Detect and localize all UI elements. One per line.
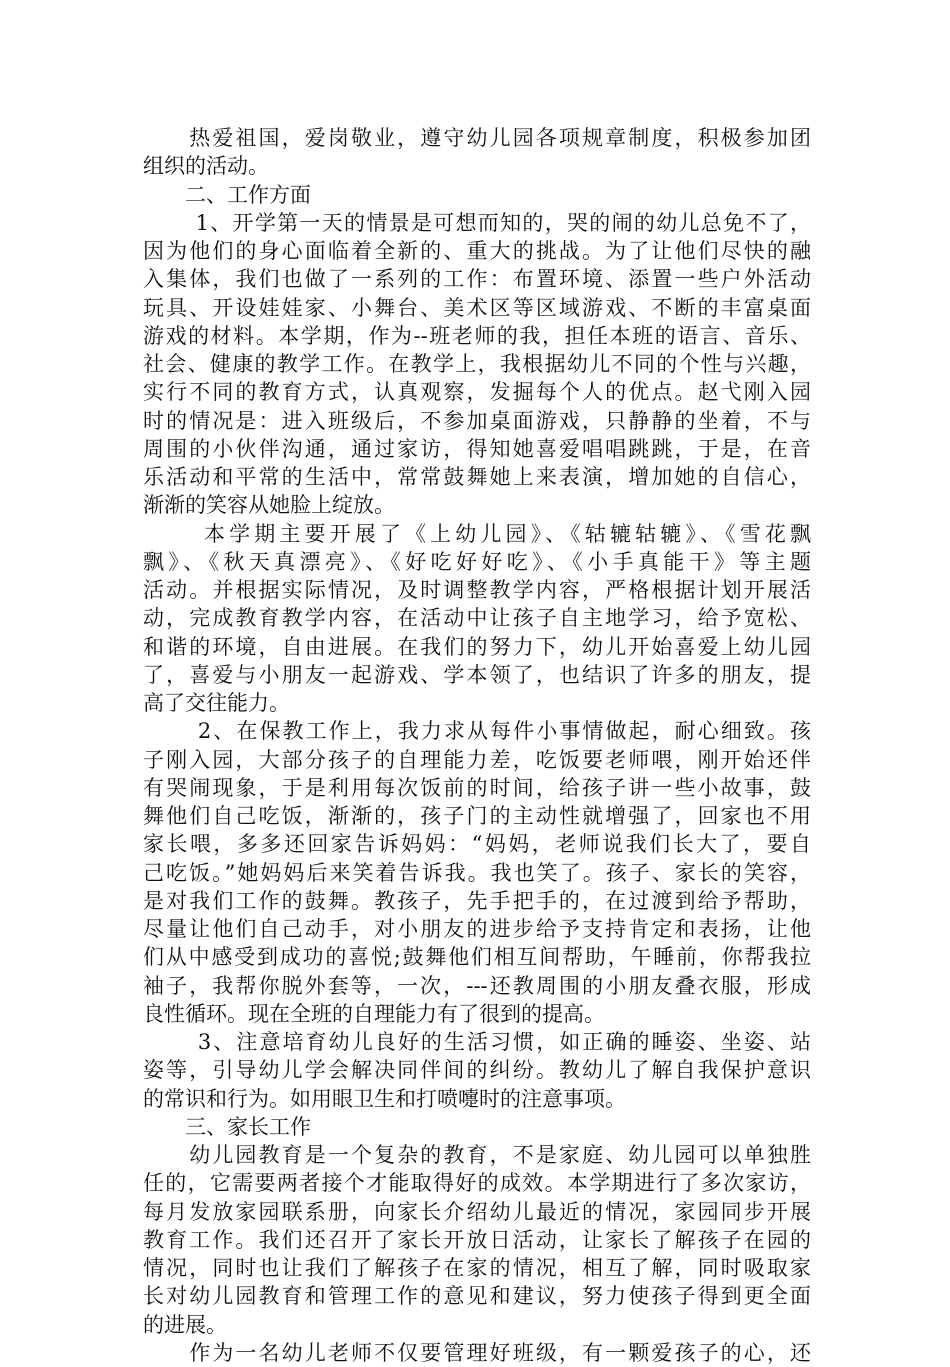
text-line: 长对幼儿园教育和管理工作的意见和建议，努力使孩子得到更全面	[143, 1284, 811, 1309]
text-line: 渐渐的笑容从她脸上绽放。	[143, 493, 395, 518]
text-line: 游戏的材料。本学期，作为--班老师的我，担任本班的语言、音乐、	[143, 323, 811, 348]
text-line: 玩具、开设娃娃家、小舞台、美术区等区域游戏、不断的丰富桌面	[143, 295, 811, 320]
text-line: 情况，同时也让我们了解孩子在家的情况，相互了解，同时吸取家	[143, 1256, 811, 1280]
text-line: 入集体，我们也做了一系列的工作：布置环境、添置一些户外活动	[143, 267, 811, 292]
text-line: 动，完成教育教学内容，在活动中让孩子自主地学习，给予宽松、	[143, 606, 811, 631]
text-line: 时的情况是：进入班级后，不参加桌面游戏，只静静的坐着，不与	[143, 408, 811, 433]
text-line: 是对我们工作的鼓舞。教孩子，先手把手的，在过渡到给予帮助，	[143, 888, 811, 913]
text-line: 社会、健康的教学工作。在教学上，我根据幼儿不同的个性与兴趣，	[143, 352, 811, 376]
text-line: 了，喜爱与小朋友一起游戏、学本领了，也结识了许多的朋友，提	[143, 662, 811, 687]
text-line: 本学期主要开展了《上幼儿园》、《轱辘轱辘》、《雪花飘	[143, 521, 811, 546]
text-line: 活动。并根据实际情况，及时调整教学内容，严格根据计划开展活	[143, 578, 811, 602]
text-line: 任的，它需要两者接个才能取得好的成效。本学期进行了多次家访，	[143, 1171, 811, 1196]
text-line: 己吃饭。”她妈妈后来笑着告诉我。我也笑了。孩子、家长的笑容，	[143, 860, 811, 885]
text-line: 飘》、《秋天真漂亮》、《好吃好好吃》、《小手真能干》等主题	[143, 549, 811, 574]
text-line: 二、工作方面	[143, 182, 311, 207]
text-line: 袖子，我帮你脱外套等，一次，---还教周围的小朋友叠衣服，形成	[143, 973, 811, 998]
text-line: 有哭闹现象，于是利用每次饭前的时间，给孩子讲一些小故事，鼓	[143, 775, 811, 800]
text-line: 每月发放家园联系册，向家长介绍幼儿最近的情况，家园同步开展	[143, 1199, 811, 1224]
text-line: 2、在保教工作上，我力求从每件小事情做起，耐心细致。孩	[143, 719, 811, 744]
text-line: 姿等，引导幼儿学会解决同伴间的纠纷。教幼儿了解自我保护意识	[143, 1058, 811, 1083]
text-line: 和谐的环境，自由进展。在我们的努力下，幼儿开始喜爱上幼儿园	[143, 634, 811, 659]
text-line: 实行不同的教育方式，认真观察，发掘每个人的优点。赵弋刚入园	[143, 380, 811, 405]
body-text	[143, 124, 811, 1367]
text-line: 3、注意培育幼儿良好的生活习惯，如正确的睡姿、坐姿、站	[143, 1030, 811, 1054]
text-line: 教育工作。我们还召开了家长开放日活动，让家长了解孩子在园的	[143, 1227, 811, 1252]
text-line: 的进展。	[143, 1312, 227, 1337]
text-line: 子刚入园，大部分孩子的自理能力差，吃饭要老师喂，刚开始还伴	[143, 747, 811, 772]
text-line: 幼儿园教育是一个复杂的教育，不是家庭、幼儿园可以单独胜	[143, 1143, 811, 1167]
text-line: 组织的活动。	[143, 154, 269, 179]
text-line: 家长喂，多多还回家告诉妈妈：“妈妈，老师说我们长大了，要自	[143, 832, 811, 857]
text-line: 尽量让他们自己动手，对小朋友的进步给予支持肯定和表扬，让他	[143, 917, 811, 941]
text-line: 的常识和行为。如用眼卫生和打喷嚏时的注意事项。	[143, 1086, 626, 1111]
text-line: 舞他们自己吃饭，渐渐的，孩子门的主动性就增强了，回家也不用	[143, 804, 811, 828]
text-line: 三、家长工作	[143, 1114, 311, 1139]
text-line: 因为他们的身心面临着全新的、重大的挑战。为了让他们尽快的融	[143, 239, 811, 263]
text-line: 乐活动和平常的生活中，常常鼓舞她上来表演，增加她的自信心，	[143, 465, 811, 489]
text-line: 1、开学第一天的情景是可想而知的，哭的闹的幼儿总免不了，	[143, 210, 811, 235]
text-line: 高了交往能力。	[143, 691, 290, 715]
text-line: 良性循环。现在全班的自理能力有了很到的提高。	[143, 1001, 605, 1026]
text-line: 作为一名幼儿老师不仅要管理好班级，有一颗爱孩子的心，还	[143, 1340, 811, 1365]
text-line: 热爱祖国，爱岗敬业，遵守幼儿园各项规章制度，积极参加团	[143, 126, 811, 150]
text-line: 周围的小伙伴沟通，通过家访，得知她喜爱唱唱跳跳，于是，在音	[143, 436, 811, 461]
text-line: 们从中感受到成功的喜悦;鼓舞他们相互间帮助，午睡前，你帮我拉	[143, 945, 811, 970]
